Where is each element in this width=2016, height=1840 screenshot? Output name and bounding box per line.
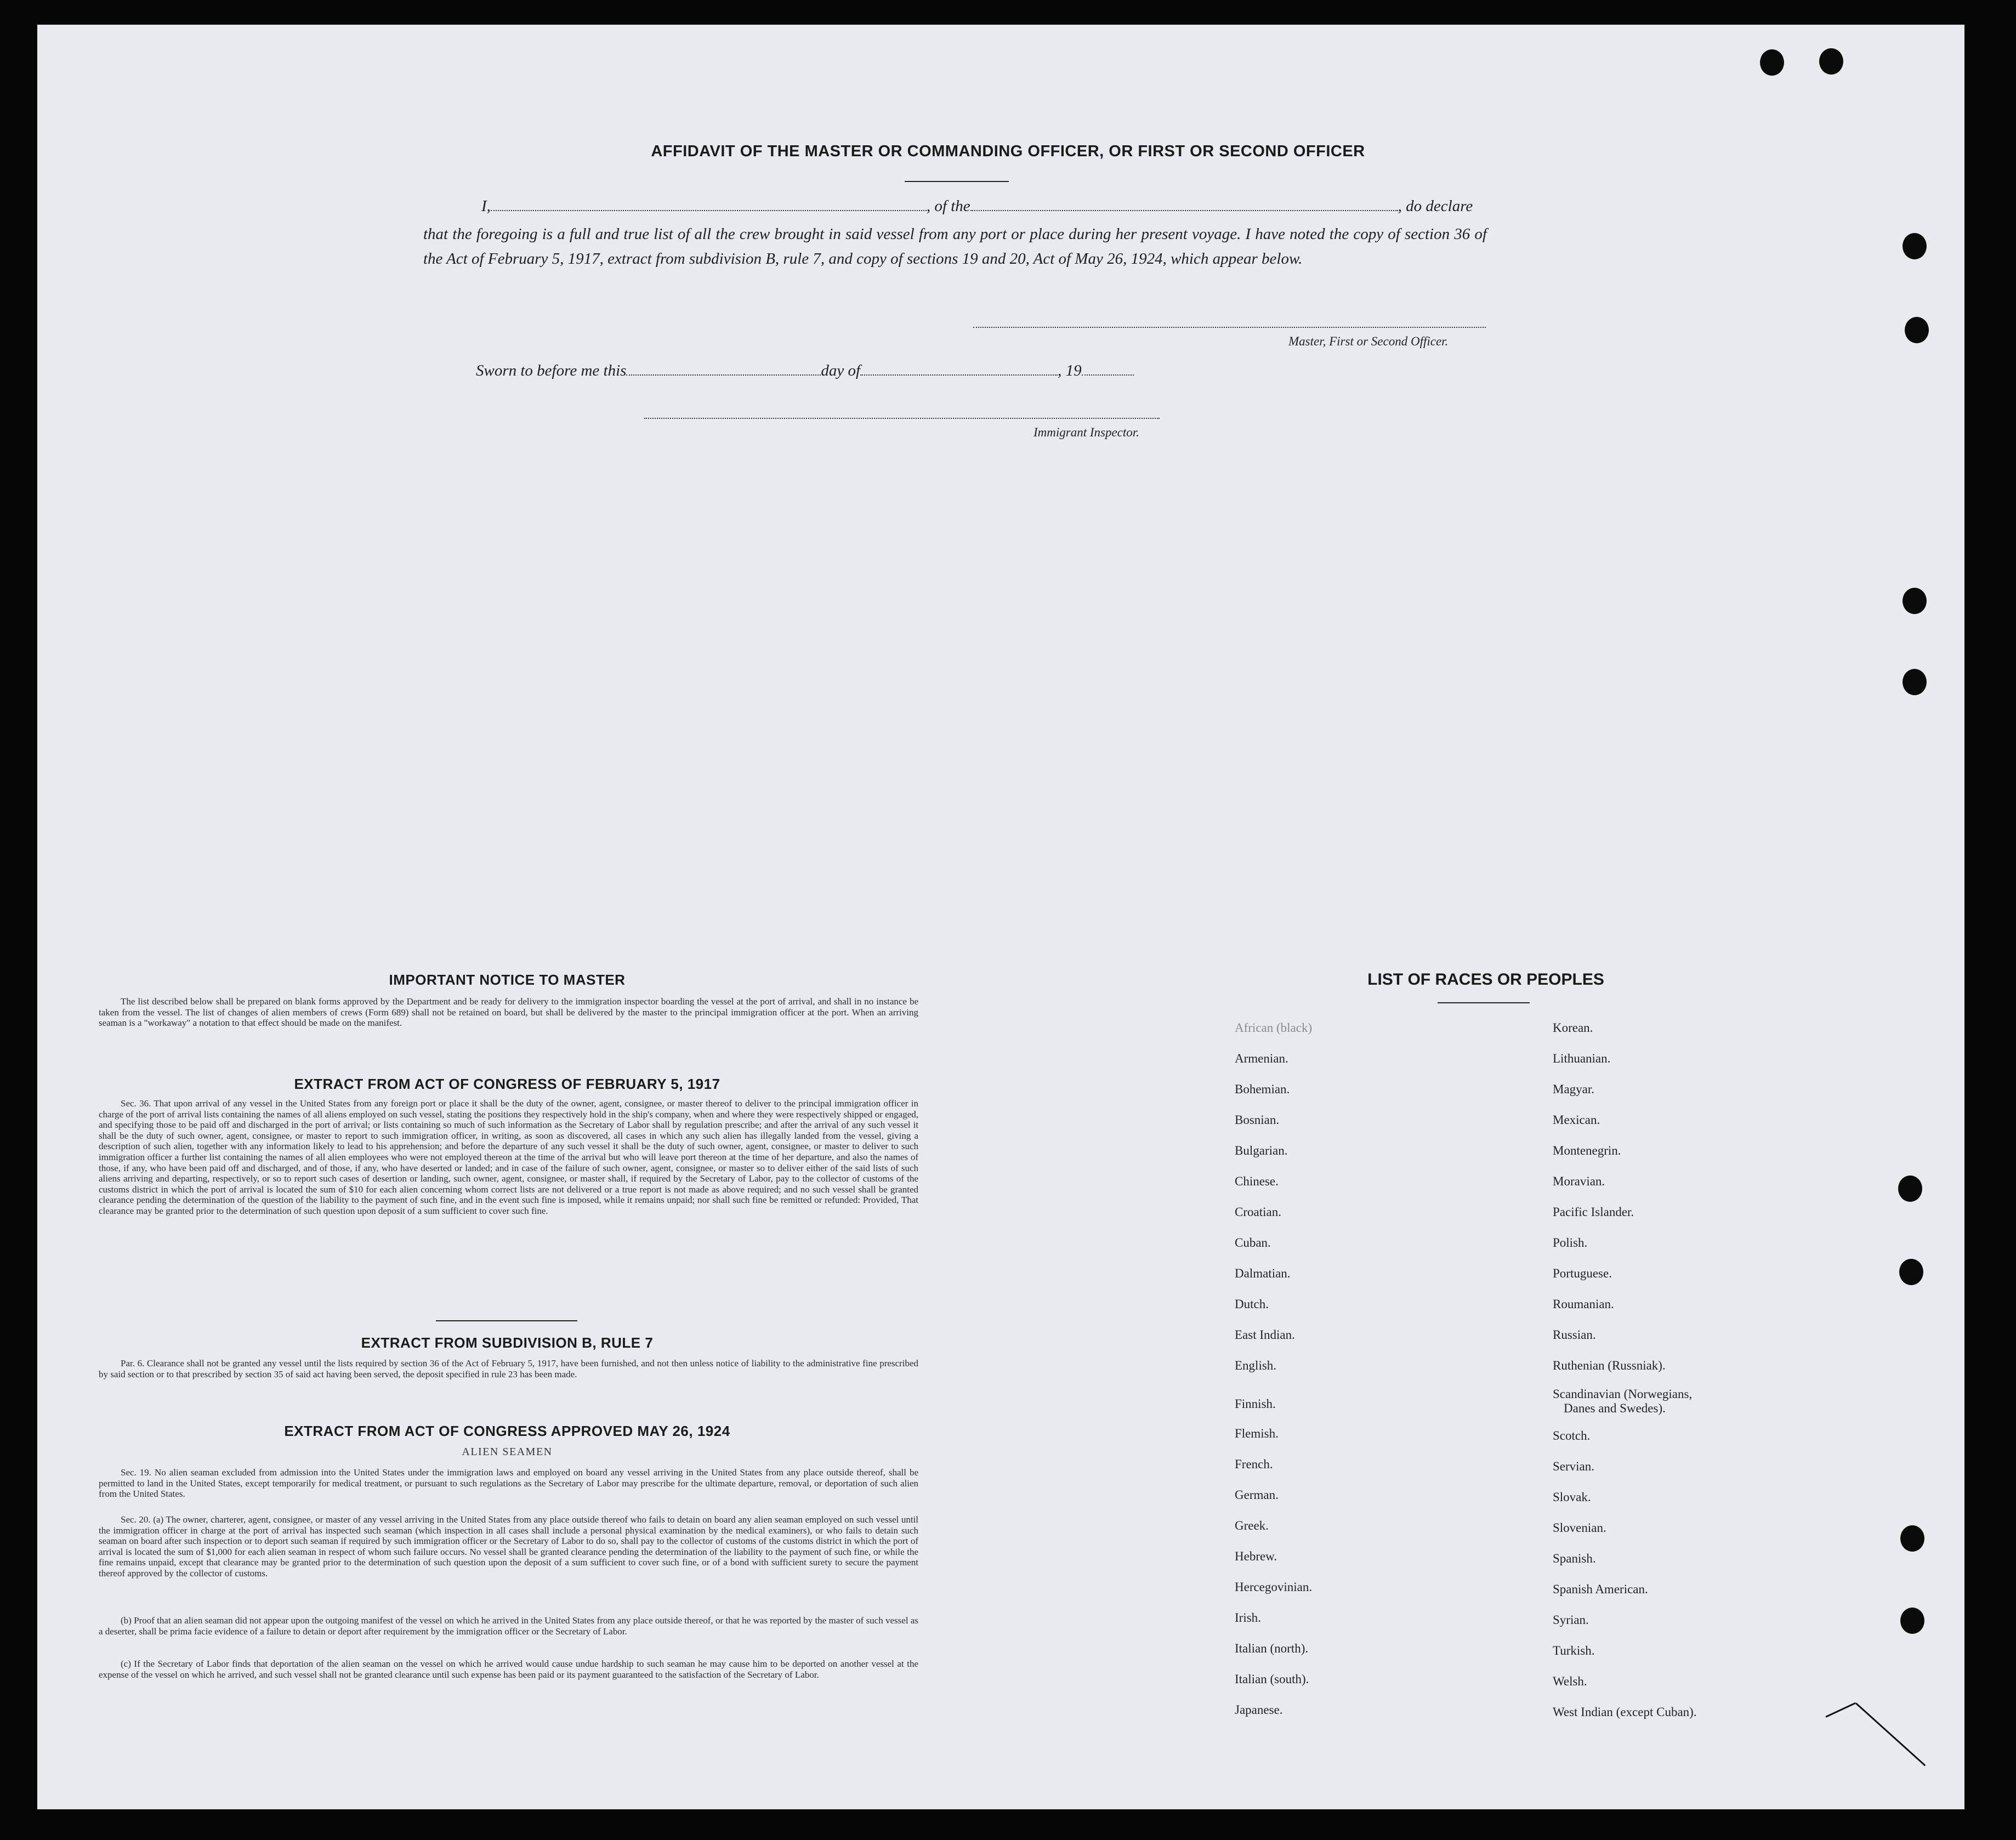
extract-1917-body: Sec. 36. That upon arrival of any vessel in the United States from any foreign port or place it shall be the duty of the owner, agent, consignee, or master thereof to deliver to the principal immigration officer in charge of the port of arrival lists containing the names of all aliens employed on such vessel, stating the positions they respectively hold in the ship's company, when and where they were respectively shipped or engaged, and specifying those to be paid off and discharged in the port of arrival; or lists containing so much of such information as the Secretary of Labor shall by regulation prescribe; and after the arrival of any such vessel it shall be the duty of such owner, agent, consignee, or master to report to such immigration officer, in writing, as soon as discovered, all cases in which any such alien has illegally landed from the vessel, giving a description of such alien, together with any information likely to lead to his apprehension; and before the departure of any such vessel it shall be the duty of such owner, agent, consignee, or master to deliver to such immigration officer a further list containing the names of all alien employees who were not employed thereon at the time of the arrival but who will leave port thereon at the time of her departure, and also the names of those, if any, who have been paid off and discharged, and of those, if any, who have deserted or landed; and in case of the failure of such owner, agent, consignee, or master so to deliver either of the said lists of such aliens arriving and departing, respectively, or so to report such cases of desertion or landing, such owner, agent, consignee, or master shall, if required by the Secretary of Labor, pay to the collector of customs of the customs district in which the port of arrival is located the sum of $10 for each alien concerning whom correct lists are not delivered or a true report is not made as above required; and no such vessel shall be granted clearance pending the determination of the question of the liability to the payment of such fine, and in the event such fine is imposed, while it remains unpaid; nor shall such fine be remitted or refunded: Provided, That clearance may be granted prior to the determination of such question upon deposit of a sum sufficient to cover such fine. [99, 1098, 918, 1216]
race-item: African (black) [1235, 1021, 1313, 1035]
punch-hole [1900, 1608, 1924, 1634]
race-item: Italian (south). [1235, 1672, 1309, 1686]
inspector-signature-field[interactable] [644, 418, 1160, 419]
affidavit-title: AFFIDAVIT OF THE MASTER OR COMMANDING OFFICER, OR FIRST OR SECOND OFFICER [651, 143, 1365, 160]
inspector-caption: Immigrant Inspector. [1033, 425, 1139, 439]
extract-rule7-body: Par. 6. Clearance shall not be granted any vessel until the lists required by section 36 of the Act of February 5, 1917, have been furnished, and not then unless notice of liability to the administrative fine prescribed by said section or to that prescribed by section 35 of said act having been served, the deposit specified in rule 23 has been made. [99, 1358, 918, 1379]
race-item: Mexican. [1553, 1113, 1600, 1127]
race-item: English. [1235, 1359, 1277, 1372]
affidavit-body: that the foregoing is a full and true list of all the crew brought in said vessel from any port or place during her present voyage. I have noted the copy of section 36 of the Act of February 5, 1917, extract from subdivision B, rule 7, and copy of sections 19 and 20, Act of May 26, 1924, which appear below. [423, 225, 1487, 268]
affidavit-name-line [481, 197, 1473, 215]
extract-1924-title: EXTRACT FROM ACT OF CONGRESS APPROVED MAY 26, 1924 [284, 1423, 730, 1439]
sworn-day-field[interactable] [626, 374, 821, 376]
race-item: Chinese. [1235, 1174, 1279, 1188]
race-item: Portuguese. [1553, 1267, 1612, 1280]
race-item: Russian. [1553, 1328, 1596, 1342]
i-label: I, [481, 197, 491, 215]
punch-hole [1898, 1175, 1922, 1202]
race-item: Bohemian. [1235, 1082, 1290, 1096]
master-caption: Master, First or Second Officer. [1288, 334, 1449, 348]
divider [436, 1320, 577, 1321]
notice-title: IMPORTANT NOTICE TO MASTER [389, 972, 626, 988]
race-item: Welsh. [1553, 1674, 1587, 1688]
race-item: French. [1235, 1457, 1273, 1471]
race-item: East Indian. [1235, 1328, 1295, 1342]
punch-hole [1903, 233, 1927, 259]
race-item: Ruthenian (Russniak). [1553, 1359, 1666, 1372]
race-item: Syrian. [1553, 1613, 1589, 1627]
race-item: Italian (north). [1235, 1642, 1309, 1655]
race-item: Dalmatian. [1235, 1267, 1291, 1280]
race-item: Flemish. [1235, 1427, 1279, 1440]
race-item: Lithuanian. [1553, 1052, 1611, 1065]
year-label: , 19 [1058, 362, 1082, 379]
race-item: Moravian. [1553, 1174, 1605, 1188]
race-item: Bosnian. [1235, 1113, 1280, 1127]
of-the-label: , of the [926, 197, 970, 215]
race-item: Croatian. [1235, 1205, 1281, 1219]
race-item: Hercegovinian. [1235, 1580, 1313, 1594]
race-item: German. [1235, 1488, 1279, 1502]
race-item: Servian. [1553, 1459, 1595, 1473]
sworn-month-field[interactable] [860, 374, 1058, 376]
master-name-field[interactable] [491, 210, 927, 211]
divider [905, 181, 1009, 182]
race-item: Japanese. [1235, 1703, 1283, 1717]
race-item: Cuban. [1235, 1236, 1271, 1250]
extract-1924-sec20a: Sec. 20. (a) The owner, charterer, agent, consignee, or master of any vessel arriving in the United States from any place outside thereof who fails to detain on board any alien seaman employed on such vessel until the immigration officer in charge at the port of arrival has inspected such seaman (which inspection in all cases shall include a personal physical examination by the medical examiners), or who fails to detain such seaman on board after such inspection or to deport such seaman if required by such immigration officer or the Secretary of Labor to do so, shall pay to the collector of customs of the customs district in which the port of arrival is located the sum of $1,000 for each alien seaman in respect of whom such failure occurs. No vessel shall be granted clearance pending the determination of the liability to the payment of such fine, or while the fine remains unpaid, except that clearance may be granted prior to the determination of such question upon the deposit of a sum sufficient to cover such fine, or of a bond with sufficient surety to secure the payment thereof approved by the collector of customs. [99, 1514, 918, 1578]
extract-rule7-title: EXTRACT FROM SUBDIVISION B, RULE 7 [361, 1334, 654, 1351]
race-item: Spanish. [1553, 1552, 1596, 1565]
race-item: Roumanian. [1553, 1297, 1614, 1311]
extract-1924-sec20b: (b) Proof that an alien seaman did not appear upon the outgoing manifest of the vessel on which he arrived in the United States from any place outside thereof, or that he was reported by the master of such vessel as a deserter, shall be prima facie evidence of a failure to detain or deport after requirement by the immigration officer or the Secretary of Labor. [99, 1615, 918, 1637]
race-item: Hebrew. [1235, 1549, 1277, 1563]
sworn-line [476, 362, 1134, 380]
punch-hole [1905, 317, 1929, 343]
punch-hole [1760, 49, 1784, 76]
sworn-label: Sworn to before me this [476, 362, 627, 379]
race-item: Irish. [1235, 1611, 1261, 1625]
race-item: Scotch. [1553, 1429, 1591, 1443]
race-item: Danes and Swedes). [1564, 1401, 1666, 1415]
race-item: Magyar. [1553, 1082, 1595, 1096]
day-of-label: day of [821, 362, 861, 379]
punch-hole [1900, 1525, 1924, 1552]
race-item: Dutch. [1235, 1297, 1269, 1311]
punch-hole [1903, 669, 1927, 695]
race-item: Spanish American. [1553, 1582, 1648, 1596]
race-item: Scandinavian (Norwegians, [1553, 1387, 1693, 1401]
extract-1917-title: EXTRACT FROM ACT OF CONGRESS OF FEBRUARY 5, 1917 [294, 1076, 720, 1092]
races-title: LIST OF RACES OR PEOPLES [1367, 970, 1604, 989]
race-item: West Indian (except Cuban). [1553, 1705, 1697, 1719]
sworn-year-field[interactable] [1082, 374, 1134, 376]
race-item: Pacific Islander. [1553, 1205, 1634, 1219]
do-declare-label: , do declare [1398, 197, 1473, 215]
punch-hole [1819, 48, 1843, 75]
vessel-name-field[interactable] [970, 210, 1398, 211]
race-item: Polish. [1553, 1236, 1588, 1250]
race-item: Montenegrin. [1553, 1144, 1621, 1157]
race-item: Korean. [1553, 1021, 1593, 1035]
race-item: Armenian. [1235, 1052, 1288, 1065]
extract-1924-sec19: Sec. 19. No alien seaman excluded from admission into the United States under the immigration laws and employed on board any vessel arriving in the United States from any place outside thereof, shall be permitted to land in the United States, except temporarily for medical treatment, or pursuant to such regulations as the Secretary of Labor may prescribe for the ultimate departure, removal, or deportation of such alien from the United States. [99, 1467, 918, 1500]
race-item: Slovak. [1553, 1490, 1591, 1504]
divider [1438, 1002, 1530, 1003]
punch-hole [1903, 588, 1927, 614]
punch-hole [1899, 1259, 1923, 1285]
race-item: Bulgarian. [1235, 1144, 1288, 1157]
master-signature-field[interactable] [973, 327, 1486, 328]
race-item: Greek. [1235, 1519, 1269, 1532]
alien-seamen-subtitle: ALIEN SEAMEN [462, 1446, 553, 1458]
notice-body: The list described below shall be prepared on blank forms approved by the Department and be ready for delivery to the immigration inspector boarding the vessel at the port of arrival, and shall in no instance be taken from the vessel. The list of changes of alien members of crews (Form 689) shall not be retained on board, but shall be delivered by the master to the principal immigration officer at the port. When an arriving seaman is a "workaway" a notation to that effect should be made on the manifest. [99, 996, 918, 1029]
race-item: Slovenian. [1553, 1521, 1606, 1535]
extract-1924-sec20c: (c) If the Secretary of Labor finds that deportation of the alien seaman on the vessel on which he arrived would cause undue hardship to such seaman he may cause him to be deported on another vessel at the expense of the vessel on which he arrived, and such vessel shall not be granted clearance until such expense has been paid or its payment guaranteed to the satisfaction of the Secretary of Labor. [99, 1659, 918, 1680]
race-item: Turkish. [1553, 1644, 1595, 1657]
race-item: Finnish. [1235, 1397, 1276, 1411]
